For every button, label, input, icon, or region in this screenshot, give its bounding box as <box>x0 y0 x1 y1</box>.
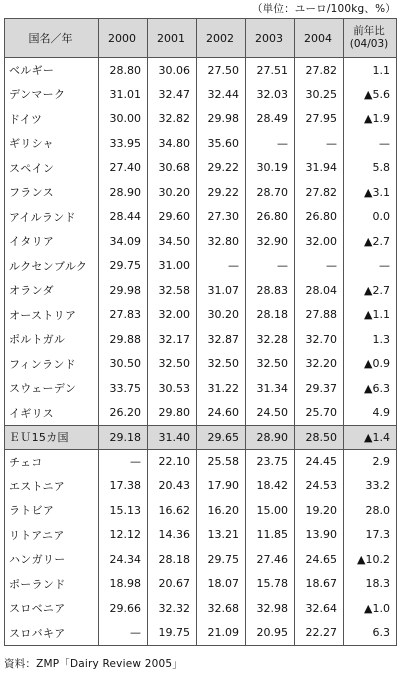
country-name: ドイツ <box>5 107 99 132</box>
value-2000: 33.95 <box>99 131 148 156</box>
value-2000: 12.12 <box>99 523 148 548</box>
header-2000: 2000 <box>99 19 148 58</box>
change-04-03: 0.0 <box>344 205 397 230</box>
eu15-total-row <box>5 425 397 449</box>
change-04-03: 1.3 <box>344 327 397 352</box>
change-04-03: ▲3.1 <box>344 180 397 205</box>
value-2001: 31.00 <box>148 254 197 279</box>
value-2004: 22.27 <box>295 621 344 646</box>
value-2004: — <box>295 254 344 279</box>
change-04-03: — <box>344 131 397 156</box>
table-row <box>5 498 397 523</box>
eu15-member-rows <box>5 58 397 426</box>
country-name: ギリシャ <box>5 131 99 156</box>
value-2002: 17.90 <box>197 474 246 499</box>
value-2001: 34.80 <box>148 131 197 156</box>
value-2003: 27.46 <box>246 547 295 572</box>
table-row <box>5 352 397 377</box>
country-name: チェコ <box>5 449 99 474</box>
change-04-03: 1.1 <box>344 58 397 83</box>
value-2001: 16.62 <box>148 498 197 523</box>
value-2001: 14.36 <box>148 523 197 548</box>
value-2004: 28.50 <box>295 425 344 449</box>
value-2002: 25.58 <box>197 449 246 474</box>
value-2004: 30.25 <box>295 82 344 107</box>
value-2004: 27.82 <box>295 58 344 83</box>
value-2000: 28.80 <box>99 58 148 83</box>
value-2001: 32.58 <box>148 278 197 303</box>
value-2000: 29.88 <box>99 327 148 352</box>
value-2001: 22.10 <box>148 449 197 474</box>
value-2002: 31.22 <box>197 376 246 401</box>
change-04-03: 18.3 <box>344 572 397 597</box>
header-country: 国名／年 <box>5 19 99 58</box>
value-2002: 35.60 <box>197 131 246 156</box>
value-2000: 18.98 <box>99 572 148 597</box>
header-2004: 2004 <box>295 19 344 58</box>
value-2004: 32.20 <box>295 352 344 377</box>
value-2000: — <box>99 449 148 474</box>
country-name: ＥＵ15カ国 <box>5 425 99 449</box>
value-2002: 32.50 <box>197 352 246 377</box>
value-2001: 30.20 <box>148 180 197 205</box>
value-2001: 30.53 <box>148 376 197 401</box>
country-name: イギリス <box>5 401 99 426</box>
header-2001: 2001 <box>148 19 197 58</box>
header-2002: 2002 <box>197 19 246 58</box>
value-2001: 20.67 <box>148 572 197 597</box>
value-2004: 13.90 <box>295 523 344 548</box>
value-2003: 11.85 <box>246 523 295 548</box>
country-name: エストニア <box>5 474 99 499</box>
value-2004: 24.45 <box>295 449 344 474</box>
value-2000: 24.34 <box>99 547 148 572</box>
value-2004: 18.67 <box>295 572 344 597</box>
value-2001: 30.68 <box>148 156 197 181</box>
source-note: 資料：ZMP「Dairy Review 2005」 <box>4 658 183 670</box>
table-row <box>5 180 397 205</box>
value-2004: 32.70 <box>295 327 344 352</box>
value-2002: 24.60 <box>197 401 246 426</box>
value-2000: 15.13 <box>99 498 148 523</box>
value-2002: 31.07 <box>197 278 246 303</box>
value-2000: — <box>99 621 148 646</box>
value-2003: 28.18 <box>246 303 295 328</box>
value-2001: 20.43 <box>148 474 197 499</box>
value-2003: 20.95 <box>246 621 295 646</box>
value-2000: 30.50 <box>99 352 148 377</box>
value-2001: 32.50 <box>148 352 197 377</box>
table-row <box>5 596 397 621</box>
change-04-03: ▲5.6 <box>344 82 397 107</box>
country-name: フィンランド <box>5 352 99 377</box>
table-row <box>5 449 397 474</box>
value-2003: 32.03 <box>246 82 295 107</box>
value-2004: 27.95 <box>295 107 344 132</box>
value-2003: 32.98 <box>246 596 295 621</box>
value-2000: 17.38 <box>99 474 148 499</box>
country-name: ラトビア <box>5 498 99 523</box>
value-2003: 32.28 <box>246 327 295 352</box>
value-2004: — <box>295 131 344 156</box>
country-name: リトアニア <box>5 523 99 548</box>
table-header <box>5 19 397 58</box>
country-name: ハンガリー <box>5 547 99 572</box>
value-2000: 29.98 <box>99 278 148 303</box>
value-2003: 32.50 <box>246 352 295 377</box>
country-name: スロバキア <box>5 621 99 646</box>
value-2000: 29.18 <box>99 425 148 449</box>
change-04-03: ▲1.9 <box>344 107 397 132</box>
value-2000: 26.20 <box>99 401 148 426</box>
value-2001: 30.06 <box>148 58 197 83</box>
change-04-03: ▲2.7 <box>344 278 397 303</box>
value-2001: 32.47 <box>148 82 197 107</box>
value-2002: 29.75 <box>197 547 246 572</box>
value-2002: 32.87 <box>197 327 246 352</box>
table-row <box>5 229 397 254</box>
table-row <box>5 474 397 499</box>
table-row <box>5 401 397 426</box>
change-04-03: ▲10.2 <box>344 547 397 572</box>
value-2003: 15.00 <box>246 498 295 523</box>
header-change-line1: 前年比 <box>353 25 385 37</box>
value-2004: 26.80 <box>295 205 344 230</box>
value-2001: 28.18 <box>148 547 197 572</box>
value-2003: 30.19 <box>246 156 295 181</box>
table-row <box>5 82 397 107</box>
change-04-03: 5.8 <box>344 156 397 181</box>
change-04-03: 28.0 <box>344 498 397 523</box>
value-2004: 28.04 <box>295 278 344 303</box>
country-name: ベルギー <box>5 58 99 83</box>
value-2002: 32.44 <box>197 82 246 107</box>
value-2001: 32.32 <box>148 596 197 621</box>
value-2002: 16.20 <box>197 498 246 523</box>
change-04-03: — <box>344 254 397 279</box>
value-2003: 28.70 <box>246 180 295 205</box>
value-2000: 27.83 <box>99 303 148 328</box>
country-name: オーストリア <box>5 303 99 328</box>
unit-note: （単位：ユーロ/100kg、%） <box>251 3 396 15</box>
table-row <box>5 327 397 352</box>
country-name: ポーランド <box>5 572 99 597</box>
eu15-total-section <box>5 425 397 449</box>
change-04-03: ▲6.3 <box>344 376 397 401</box>
country-name: スロベニア <box>5 596 99 621</box>
value-2004: 24.65 <box>295 547 344 572</box>
country-name: オランダ <box>5 278 99 303</box>
country-name: イタリア <box>5 229 99 254</box>
value-2004: 27.82 <box>295 180 344 205</box>
change-04-03: 33.2 <box>344 474 397 499</box>
value-2003: 27.51 <box>246 58 295 83</box>
value-2003: 18.42 <box>246 474 295 499</box>
value-2002: 13.21 <box>197 523 246 548</box>
table-row <box>5 254 397 279</box>
table-row <box>5 205 397 230</box>
country-name: アイルランド <box>5 205 99 230</box>
table-row <box>5 547 397 572</box>
change-04-03: ▲1.4 <box>344 425 397 449</box>
table-row <box>5 58 397 83</box>
header-change-line2: (04/03) <box>349 38 389 50</box>
country-name: ポルトガル <box>5 327 99 352</box>
change-04-03: ▲2.7 <box>344 229 397 254</box>
value-2002: 27.30 <box>197 205 246 230</box>
value-2003: 31.34 <box>246 376 295 401</box>
table-row <box>5 376 397 401</box>
value-2004: 31.94 <box>295 156 344 181</box>
value-2004: 29.37 <box>295 376 344 401</box>
value-2002: 29.98 <box>197 107 246 132</box>
change-04-03: ▲0.9 <box>344 352 397 377</box>
country-name: ルクセンブルク <box>5 254 99 279</box>
change-04-03: ▲1.0 <box>344 596 397 621</box>
value-2001: 32.00 <box>148 303 197 328</box>
value-2004: 25.70 <box>295 401 344 426</box>
value-2003: 15.78 <box>246 572 295 597</box>
value-2001: 29.80 <box>148 401 197 426</box>
value-2003: 32.90 <box>246 229 295 254</box>
country-name: フランス <box>5 180 99 205</box>
value-2000: 34.09 <box>99 229 148 254</box>
value-2004: 32.00 <box>295 229 344 254</box>
change-04-03: 4.9 <box>344 401 397 426</box>
value-2000: 31.01 <box>99 82 148 107</box>
value-2000: 29.75 <box>99 254 148 279</box>
value-2000: 30.00 <box>99 107 148 132</box>
value-2000: 27.40 <box>99 156 148 181</box>
country-name: スウェーデン <box>5 376 99 401</box>
value-2002: 21.09 <box>197 621 246 646</box>
header-2003: 2003 <box>246 19 295 58</box>
value-2001: 34.50 <box>148 229 197 254</box>
value-2001: 31.40 <box>148 425 197 449</box>
table-row <box>5 303 397 328</box>
value-2001: 32.82 <box>148 107 197 132</box>
value-2002: 27.50 <box>197 58 246 83</box>
value-2003: 23.75 <box>246 449 295 474</box>
value-2000: 28.90 <box>99 180 148 205</box>
header-change <box>344 19 397 58</box>
table-row <box>5 621 397 646</box>
table-row <box>5 572 397 597</box>
table-row <box>5 156 397 181</box>
value-2000: 33.75 <box>99 376 148 401</box>
value-2002: 30.20 <box>197 303 246 328</box>
value-2004: 32.64 <box>295 596 344 621</box>
change-04-03: 17.3 <box>344 523 397 548</box>
table-row <box>5 523 397 548</box>
value-2002: 29.22 <box>197 180 246 205</box>
value-2002: 29.65 <box>197 425 246 449</box>
value-2004: 24.53 <box>295 474 344 499</box>
change-04-03: ▲1.1 <box>344 303 397 328</box>
value-2003: 26.80 <box>246 205 295 230</box>
value-2001: 29.60 <box>148 205 197 230</box>
country-name: デンマーク <box>5 82 99 107</box>
price-table <box>4 18 397 646</box>
value-2001: 19.75 <box>148 621 197 646</box>
value-2002: 18.07 <box>197 572 246 597</box>
new-member-rows <box>5 449 397 645</box>
table-row <box>5 278 397 303</box>
value-2002: — <box>197 254 246 279</box>
table-row <box>5 107 397 132</box>
value-2003: — <box>246 131 295 156</box>
value-2000: 29.66 <box>99 596 148 621</box>
value-2003: 24.50 <box>246 401 295 426</box>
value-2003: — <box>246 254 295 279</box>
value-2004: 27.88 <box>295 303 344 328</box>
value-2003: 28.90 <box>246 425 295 449</box>
value-2002: 29.22 <box>197 156 246 181</box>
value-2003: 28.83 <box>246 278 295 303</box>
value-2000: 28.44 <box>99 205 148 230</box>
value-2004: 19.20 <box>295 498 344 523</box>
value-2003: 28.49 <box>246 107 295 132</box>
table-row <box>5 131 397 156</box>
change-04-03: 6.3 <box>344 621 397 646</box>
country-name: スペイン <box>5 156 99 181</box>
value-2002: 32.80 <box>197 229 246 254</box>
change-04-03: 2.9 <box>344 449 397 474</box>
value-2001: 32.17 <box>148 327 197 352</box>
value-2002: 32.68 <box>197 596 246 621</box>
